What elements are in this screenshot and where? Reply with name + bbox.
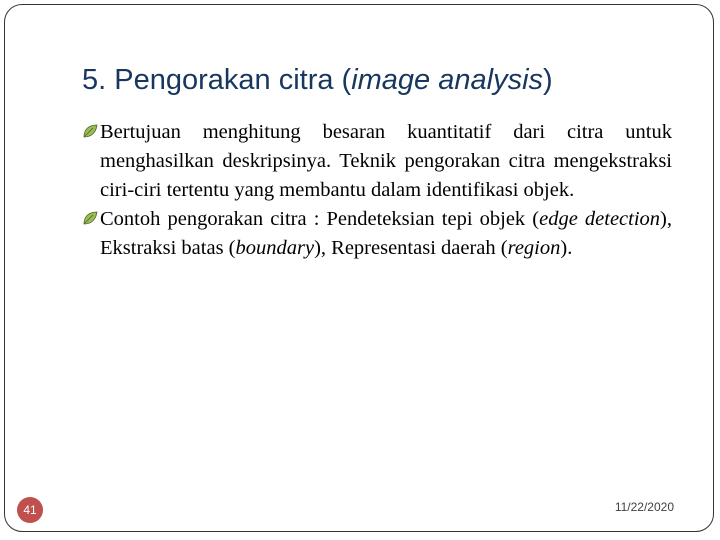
bullet2-italic-edge: edge detection bbox=[539, 208, 661, 230]
title-prefix: 5. Pengorakan citra ( bbox=[82, 64, 352, 96]
slide-title bbox=[82, 64, 682, 97]
leaf-bullet-icon bbox=[82, 123, 98, 139]
bullet2-text-d: ). bbox=[560, 237, 573, 259]
bullet-item-2 bbox=[82, 205, 672, 263]
leaf-bullet-icon bbox=[82, 210, 98, 226]
bullet2-text-c: ), Representasi daerah ( bbox=[314, 237, 508, 259]
bullet2-text-a: Contoh pengorakan citra : Pendeteksian tepi objek ( bbox=[100, 208, 540, 230]
bullet2-italic-boundary: boundary bbox=[235, 237, 315, 259]
title-italic: image analysis bbox=[351, 64, 544, 96]
bullet-item-1 bbox=[82, 118, 672, 205]
slide-body bbox=[82, 118, 672, 263]
bullet2-italic-region: region bbox=[507, 237, 561, 259]
bullet2-text-b: ), Ekstraksi batas ( bbox=[100, 208, 672, 259]
slide-date: 11/22/2020 bbox=[614, 500, 674, 514]
slide-number-badge: 41 bbox=[17, 497, 43, 523]
bullet-text-1: Bertujuan menghitung besaran kuantitatif dari citra untuk menghasilkan deskripsinya. Teknik pengorakan citra mengekstraksi ciri-ciri tertentu yang membantu dalam identifikasi objek. bbox=[100, 121, 672, 201]
title-suffix: ) bbox=[543, 64, 553, 96]
